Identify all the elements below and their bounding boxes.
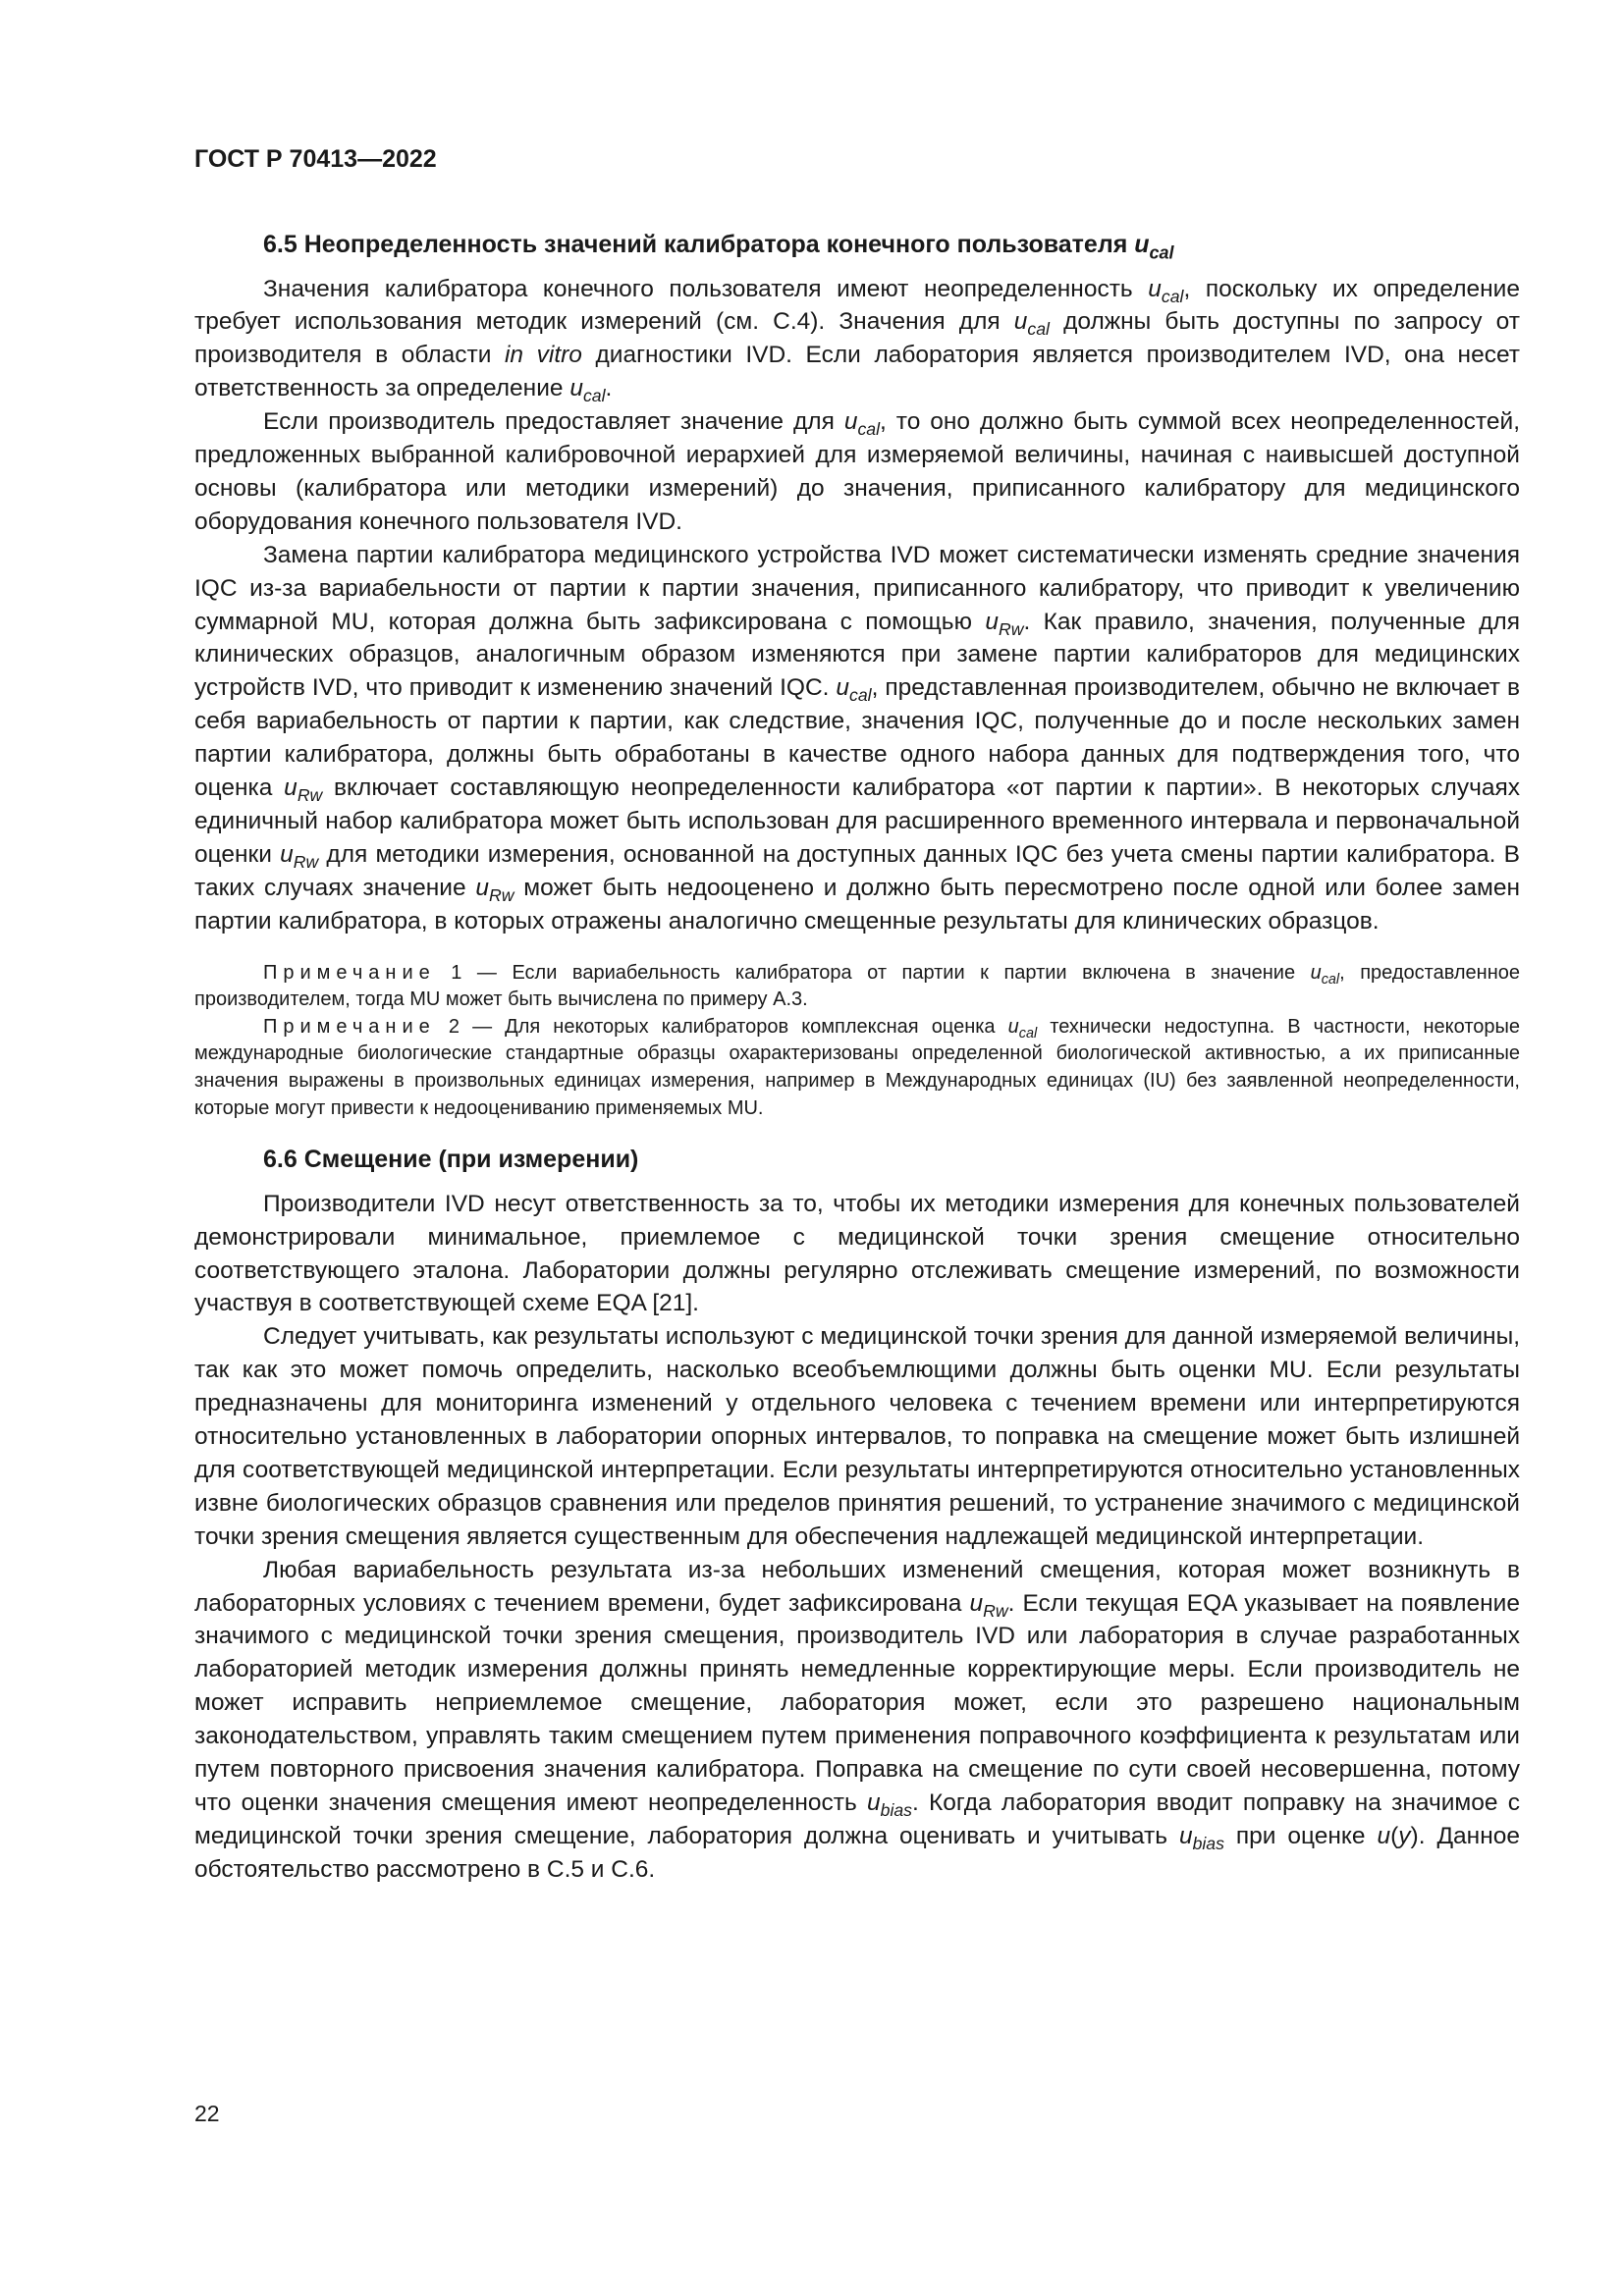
math-symbol: $u_{Rw}$ — [284, 774, 323, 806]
document-page — [194, 147, 1520, 1887]
section-6-5-title-var: u — [1134, 231, 1150, 258]
note-1 — [194, 960, 1520, 1014]
section-6-5-title: 6.5 Неопределенность значений калибратора конечного пользователя — [263, 231, 1135, 258]
note-text: 1 — Если вариабельность калибратора от партии к партии включена в значение $u_{cal}$, предоставленное производителем, тогда MU может быть вычислена по примеру А.3. — [194, 961, 1520, 1011]
math-symbol: $u_{cal}$ — [843, 408, 880, 440]
italic-term: in vitro — [504, 342, 582, 369]
math-symbol: $u_{cal}$ — [1013, 308, 1050, 340]
paragraph: Любая вариабельность результата из-за небольших изменений смещения, которая может возникнуть в лабораторных условиях с течением времени, будет зафиксирована $u_{Rw}$. Если текущая EQA указывает на появление значимого с медицинской точки зрения смещения, производитель IVD или лаборатория в случае разработанных лабораторией методик измерения должны принять немедленные корректирующие меры. Если производитель не может исправить неприемлемое смещение, лаборатория может, если это разрешено национальным законодательством, управлять таким смещением путем применения поправочного коэффициента к результатам или путем повторного присвоения значения калибратора. Поправка на смещение по сути своей несовершенна, потому что оценки значения смещения имеют неопределенность $u_{bias}$. Когда лаборатория вводит поправку на значимое с медицинской точки зрения смещение, лаборатория должна оценивать и учитывать $u_{bias}$ при оценке u(y). Данное обстоятельство рассмотрено в С.5 и С.6. — [194, 1556, 1520, 1883]
section-6-6-heading: 6.6 Смещение (при измерении) — [263, 1146, 639, 1174]
note-label: Примечание — [263, 1015, 436, 1038]
math-symbol: $u_{cal}$ — [1310, 961, 1340, 988]
math-symbol: $u_{Rw}$ — [280, 840, 319, 873]
paragraph: Если производитель предоставляет значение для $u_{cal}$, то оно должно быть суммой всех неопределенностей, предложенных выбранной калибровочной иерархией для измеряемой величины, начиная с наивысшей доступной основы (калибратора или методики измерений) до значения, приписанного калибратору для медицинского оборудования конечного пользователя IVD. — [194, 408, 1520, 535]
notes-block — [194, 960, 1520, 1123]
page-number: 22 — [194, 2101, 220, 2126]
math-symbol: u — [1377, 1822, 1391, 1849]
math-symbol: y — [1398, 1822, 1411, 1849]
section-6-5-heading — [194, 229, 1520, 261]
note-label: Примечание — [263, 961, 436, 984]
paragraph: Значения калибратора конечного пользователя имеют неопределенность $u_{cal}$, поскольку их определение требует использования методик измерений (см. C.4). Значения для $u_{cal}$ должны быть доступны по запросу от производителя в области in vitro диагностики IVD. Если лаборатория является производителем IVD, она несет ответственность за определение $u_{cal}$. — [194, 275, 1520, 406]
math-symbol: $u_{Rw}$ — [475, 874, 514, 905]
note-2 — [194, 1014, 1520, 1122]
note-text: 2 — Для некоторых калибраторов комплексная оценка $u_{cal}$ технически недоступна. В частности, некоторые международные биологические стандартные образцы охарактеризованы определенной биологической активностью, а их приписанные значения выражены в произвольных единицах измерения, например в Международных единицах (IU) без заявленной неопределенности, которые могут привести к недооцениванию применяемых MU. — [194, 1015, 1520, 1119]
document-header: ГОСТ Р 70413—2022 — [194, 145, 437, 173]
math-symbol: $u_{Rw}$ — [969, 1589, 1008, 1621]
section-6-5-title-sub: cal — [1149, 242, 1174, 263]
math-symbol: $u_{cal}$ — [569, 375, 606, 406]
paragraph: Замена партии калибратора медицинского устройства IVD может систематически изменять средние значения IQC из-за вариабельности от партии к партии значения, приписанного калибратору, что приводит к увеличению суммарной MU, которая должна быть зафиксирована с помощью $u_{Rw}$. Как правило, значения, полученные для клинических образцов, аналогичным образом изменяются при замене партии калибраторов для медицинских устройств IVD, что приводит к изменению значений IQC. $u_{cal}$, представленная производителем, обычно не включает в себя вариабельность от партии к партии, как следствие, значения IQC, полученные до и после нескольких замен партии калибратора, должны быть обработаны в качестве одного набора данных для подтверждения того, что оценка $u_{Rw}$ включает составляющую неопределенности калибратора «от партии к партии». В некоторых случаях единичный набор калибратора может быть использован для расширенного временного интервала и первоначальной оценки $u_{Rw}$ для методики измерения, основанной на доступных данных IQC без учета смены партии калибратора. В таких случаях значение $u_{Rw}$ может быть недооценено и должно быть пересмотрено после одной или более замен партии калибратора, в которых отражены аналогично смещенные результаты для клинических образцов. — [194, 541, 1521, 934]
math-symbol: $u_{cal}$ — [1148, 275, 1184, 306]
paragraph: Следует учитывать, как результаты используют с медицинской точки зрения для данной измеряемой величины, так как это может помочь определить, насколько всеобъемлющими должны быть оценки MU. Если результаты предназначены для мониторинга изменений у отдельного человека с течением времени или интерпретируются относительно установленных в лаборатории опорных интервалов, то поправка на смещение может быть излишней для соответствующей медицинской интерпретации. Если результаты интерпретируются относительно установленных извне биологических образцов сравнения или пределов принятия решений, то устранение значимого с медицинской точки зрения смещения является существенным для обеспечения надлежащей медицинской интерпретации. — [194, 1323, 1520, 1550]
math-symbol: $u_{cal}$ — [836, 674, 872, 706]
paragraph: Производители IVD несут ответственность за то, чтобы их методики измерения для конечных пользователей демонстрировали минимальное, приемлемое с медицинской точки зрения смещение относительно соответствующего эталона. Лаборатории должны регулярно отслеживать смещение измерений, по возможности участвуя в соответствующей схеме EQA [21]. — [194, 1190, 1520, 1317]
math-symbol: $u_{Rw}$ — [985, 608, 1024, 639]
math-symbol: $u_{bias}$ — [867, 1789, 912, 1821]
math-symbol: $u_{cal}$ — [1007, 1015, 1038, 1041]
math-symbol: $u_{bias}$ — [1178, 1822, 1224, 1854]
